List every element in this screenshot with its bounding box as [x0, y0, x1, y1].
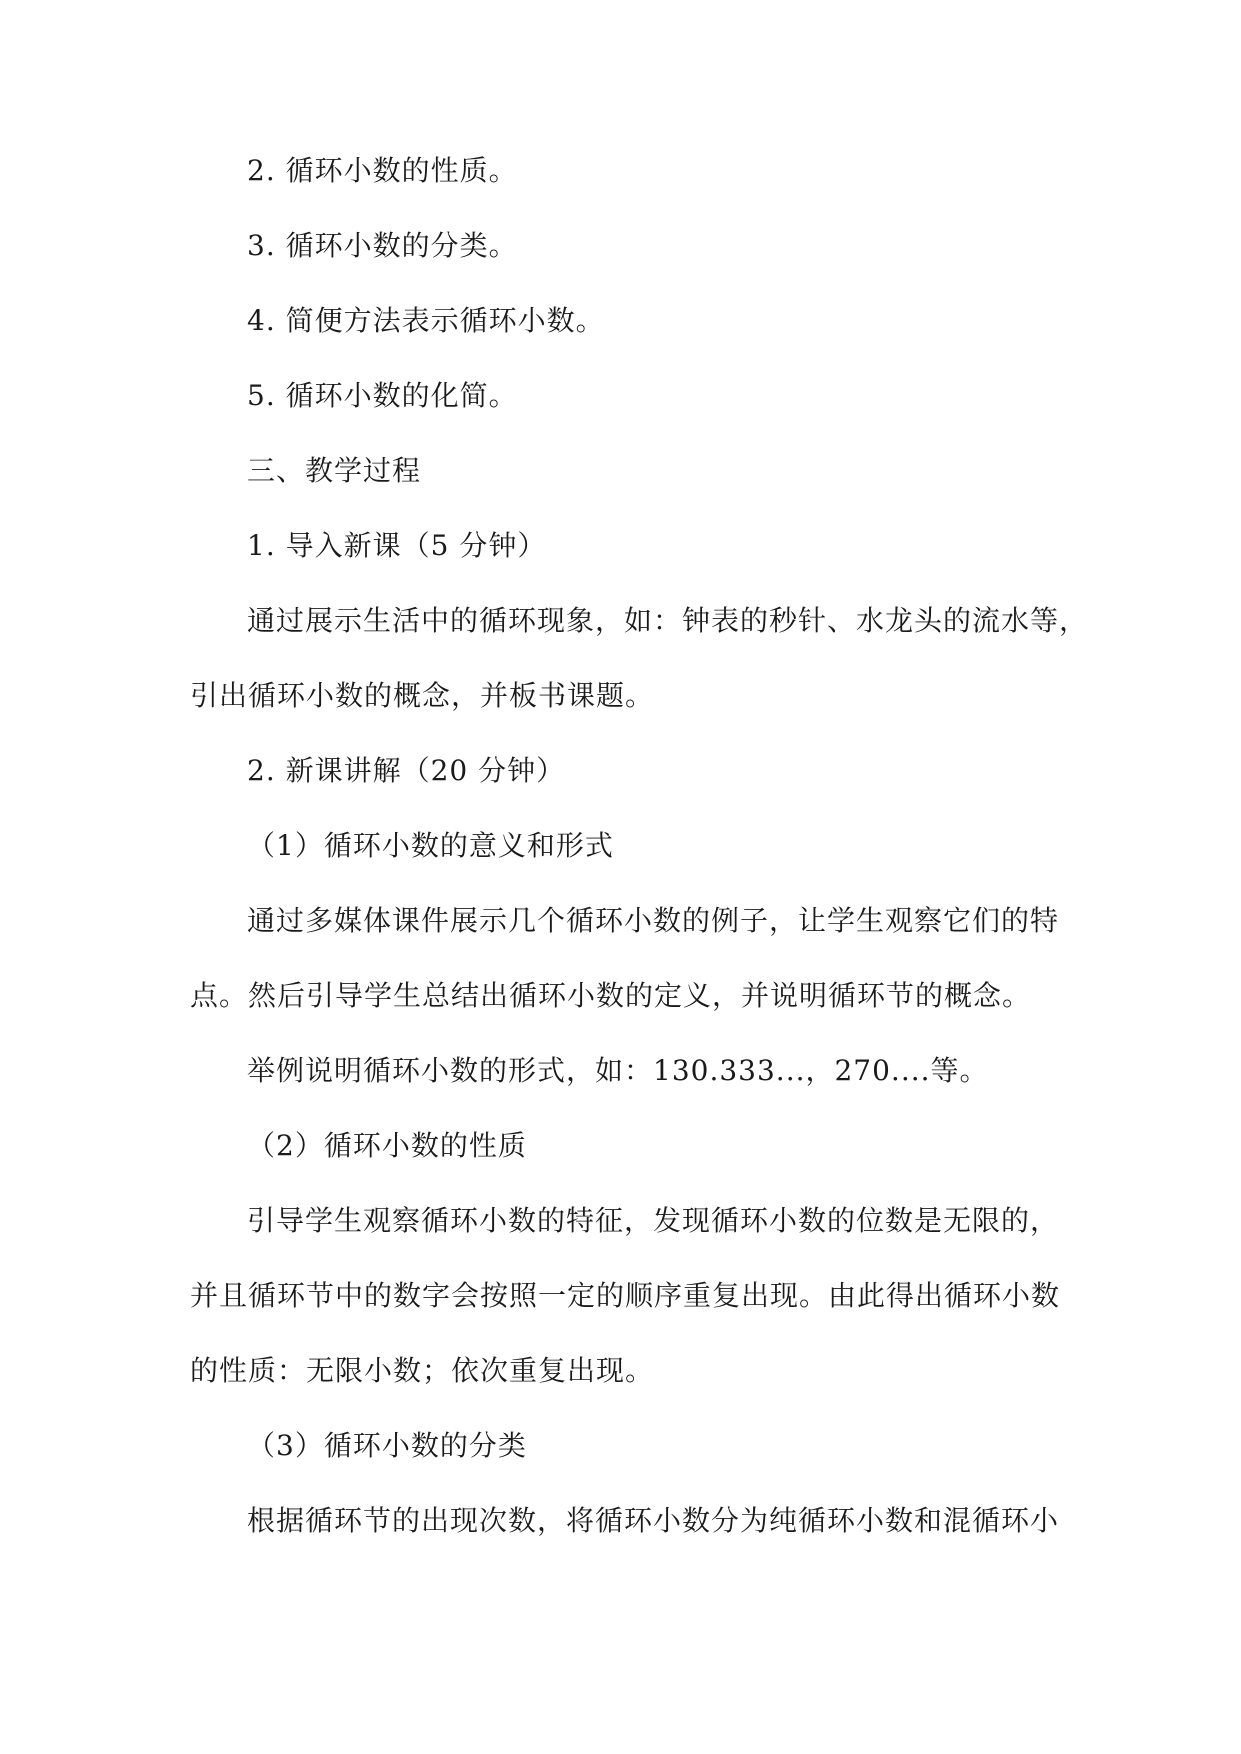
subheading-3: （3）循环小数的分类: [247, 1429, 527, 1462]
subheading-1: （1）循环小数的意义和形式: [247, 829, 614, 862]
paragraph-line: 通过多媒体课件展示几个循环小数的例子，让学生观察它们的特: [247, 904, 1060, 937]
step-heading-2: 2. 新课讲解（20 分钟）: [247, 754, 566, 787]
step-heading-1: 1. 导入新课（5 分钟）: [247, 529, 547, 562]
paragraph-line: 举例说明循环小数的形式，如：130.333...，270....等。: [247, 1054, 989, 1087]
paragraph-line: 根据循环节的出现次数，将循环小数分为纯循环小数和混循环小: [247, 1504, 1060, 1537]
paragraph-line: 通过展示生活中的循环现象，如：钟表的秒针、水龙头的流水等，: [247, 604, 1089, 637]
paragraph-line: 引导学生观察循环小数的特征，发现循环小数的位数是无限的，: [247, 1204, 1060, 1237]
paragraph-line: 引出循环小数的概念，并板书课题。: [190, 679, 655, 712]
subheading-2: （2）循环小数的性质: [247, 1129, 527, 1162]
list-item-5: 5. 循环小数的化简。: [247, 379, 518, 412]
list-item-3: 3. 循环小数的分类。: [247, 229, 518, 262]
list-item-4: 4. 简便方法表示循环小数。: [247, 304, 605, 337]
list-item-2: 2. 循环小数的性质。: [247, 154, 518, 187]
paragraph-line: 并且循环节中的数字会按照一定的顺序重复出现。由此得出循环小数: [190, 1279, 1061, 1312]
paragraph-line: 的性质：无限小数；依次重复出现。: [190, 1354, 655, 1387]
section-heading: 三、教学过程: [247, 454, 422, 487]
paragraph-line: 点。然后引导学生总结出循环小数的定义，并说明循环节的概念。: [190, 979, 1032, 1012]
